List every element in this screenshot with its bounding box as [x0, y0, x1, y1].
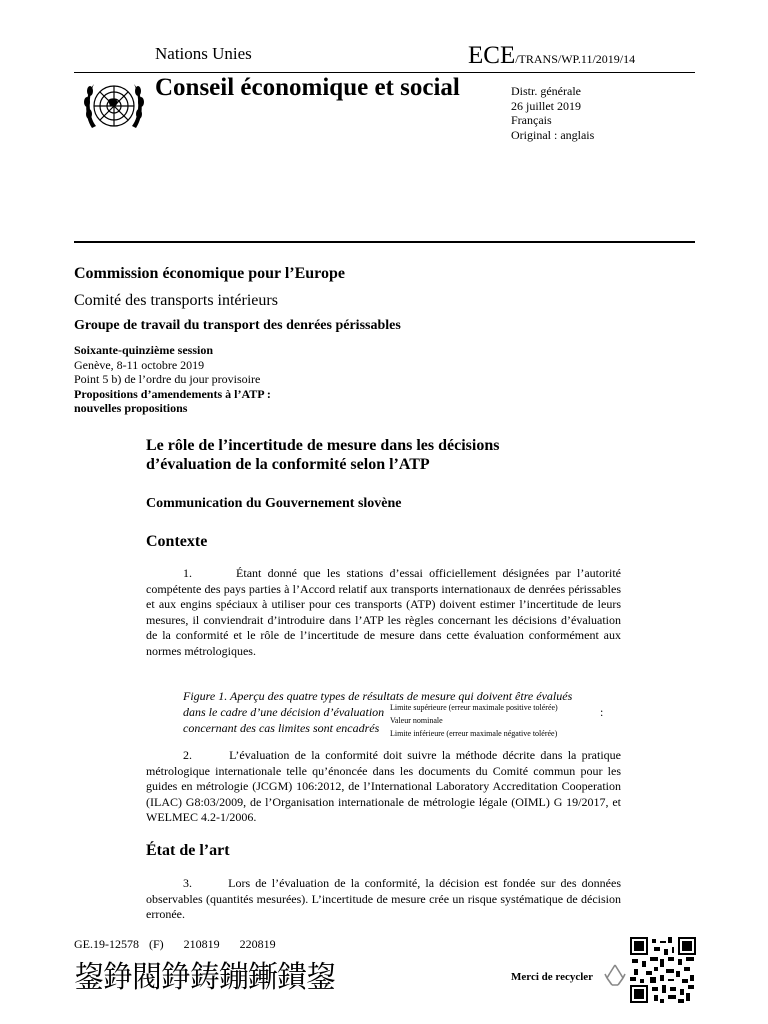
recycle-icon — [602, 962, 628, 988]
agenda-item: Point 5 b) de l’ordre du jour provisoire — [74, 372, 261, 386]
distr-date: 26 juillet 2019 — [511, 98, 581, 113]
document-symbol — [468, 42, 635, 70]
title-line-2: d’évaluation de la conformité selon l’ATP — [146, 456, 430, 473]
paragraph-3: 3. Lors de l’évaluation de la conformité, la décision est fondée sur des données observables (quantités mesurées). L’incertitude de mesure crée un risque systématique de décision erronée. — [146, 876, 621, 921]
session-place: Genève, 8-11 octobre 2019 — [74, 357, 205, 372]
distribution-info — [511, 84, 594, 142]
symbol-rest: /TRANS/WP.11/2019/14 — [515, 52, 636, 66]
distr-original: Original : anglais — [511, 127, 595, 142]
section-heading-etat-de-l-art: État de l’art — [146, 842, 230, 859]
section-heading-contexte: Contexte — [146, 533, 208, 550]
working-party-name: Groupe de travail du transport des denrées périssables — [74, 318, 401, 333]
communication-line: Communication du Gouvernement slovène — [146, 496, 402, 511]
distr-language: Français — [511, 113, 552, 127]
title-line-1: Le rôle de l’incertitude de mesure dans les décisions — [146, 437, 500, 454]
qr-code-icon — [630, 937, 696, 1003]
figure-label-nominal: Valeur nominale — [390, 716, 443, 725]
figure-caption-line-3: concernant des cas limites sont encadrés — [183, 721, 380, 735]
council-title: Conseil économique et social — [155, 74, 460, 101]
figure-caption — [183, 689, 623, 741]
figure-label-upper-limit: Limite supérieure (erreur maximale positive tolérée) — [390, 703, 558, 712]
session-name: Soixante-quinzième session — [74, 343, 214, 357]
figure-caption-colon: : — [600, 705, 604, 719]
paragraph-1: 1. Étant donné que les stations d’essai officiellement désignées par l’autorité compétente des pays parties à l’Accord relatif aux transports internationaux de denrées périssables et aux engins spéciaux à utiliser pour ces transports (ATP) doivent estimer l’incertitude de leurs mesures, il conviendrait d’introduire dans l’ATP les règles concernant les décisions d’évaluation de la conformité et le rôle de l’incertitude de mesure dans cette évaluation conformément aux normes métrologiques. — [146, 566, 621, 658]
distr-line: Distr. générale — [511, 84, 581, 98]
figure-label-lower-limit: Limite inférieure (erreur maximale négative tolérée) — [390, 729, 558, 738]
document-title — [146, 436, 499, 474]
barcode-text: 鋆錚閥錚鋳鏰鏩鐀鋆 — [74, 960, 335, 995]
header-rule — [74, 241, 695, 243]
top-rule — [74, 72, 695, 73]
job-number: GE.19-12578 (F) 210819 220819 — [74, 937, 276, 951]
symbol-main: ECE — [468, 42, 516, 69]
figure-caption-line-1: Figure 1. Aperçu des quatre types de résultats de mesure qui doivent être évalués — [183, 689, 573, 703]
agenda-topic-1: Propositions d’amendements à l’ATP : — [74, 386, 271, 401]
recycle-note: Merci de recycler — [511, 971, 594, 983]
paragraph-2: 2. L’évaluation de la conformité doit suivre la méthode décrite dans la pratique métrologique internationale telle qu’énoncée dans les documents du Comité commun pour les guides en métrologie (JCGM) 106:2012, de l’International Laboratory Accreditation Cooperation (ILAC) G8:03/2009, de l’Organisation internationale de métrologie légale (OIML) G 19/2017, et WELMEC 4.2-1/2006. — [146, 748, 621, 824]
org-name: Nations Unies — [155, 44, 252, 63]
figure-caption-line-2: dans le cadre d’une décision d’évaluation — [183, 705, 385, 719]
committee-name: Comité des transports intérieurs — [74, 292, 278, 309]
un-emblem-icon — [78, 76, 150, 138]
agenda-topic-2: nouvelles propositions — [74, 401, 188, 415]
session-info — [74, 343, 271, 416]
commission-name: Commission économique pour l’Europe — [74, 265, 345, 282]
